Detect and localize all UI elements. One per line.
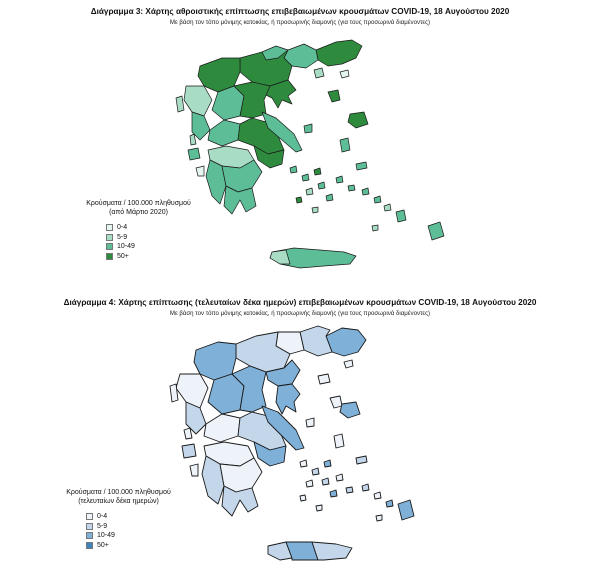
island-kefalonia — [188, 148, 200, 160]
legend-item — [86, 512, 181, 522]
island-chios — [340, 138, 350, 152]
legend-label: 10-49 — [97, 532, 115, 540]
islands-cyclades — [290, 166, 355, 213]
legend-subtitle: (τελευταίων δέκα ημερών) — [78, 498, 159, 505]
legend-swatch — [86, 542, 93, 549]
region-central-greece-west — [208, 120, 240, 146]
island-samos — [356, 456, 367, 464]
recent-incidence-map-panel — [0, 290, 600, 585]
island-skyros — [306, 418, 314, 427]
legend-title: Κρούσματα / 100.000 πληθυσμού — [86, 200, 191, 207]
legend-item — [106, 252, 201, 262]
island-lefkada — [184, 428, 192, 439]
map-legend — [56, 488, 181, 550]
region-thrace-east — [316, 40, 362, 66]
legend-title: Κρούσματα / 100.000 πληθυσμού — [66, 489, 171, 496]
map-title: Διάγραμμα 4: Χάρτης επίπτωσης (τελευταίων δέκα ημερών) επιβεβαιωμένων κρουσμάτων COVID-19, 18 Αυγούστου 2020 — [63, 298, 537, 307]
island-corfu — [176, 96, 184, 112]
island-lefkada — [190, 134, 196, 145]
legend-label: 50+ — [97, 541, 109, 549]
island-zakynthos — [196, 166, 204, 176]
legend-item — [106, 242, 201, 252]
legend-item — [86, 522, 181, 532]
legend-swatch — [86, 513, 93, 520]
region-chalkidiki — [276, 384, 300, 414]
legend-item — [86, 531, 181, 541]
map-legend — [76, 199, 201, 261]
region-central-greece-west — [204, 414, 240, 442]
island-limnos — [328, 90, 340, 102]
map-title: Διάγραμμα 3: Χάρτης αθροιστικής επίπτωσης επιβεβαιωμένων κρουσμάτων COVID-19, 18 Αυγούστου 2020 — [90, 7, 510, 16]
island-limnos — [330, 396, 342, 408]
region-thrace-central — [300, 326, 332, 356]
legend-item — [86, 541, 181, 551]
region-epirus-north — [184, 86, 212, 116]
region-epirus-north — [176, 374, 208, 408]
legend-swatch — [86, 523, 93, 530]
islands-cyclades — [300, 460, 353, 511]
legend-swatch — [86, 532, 93, 539]
island-samothraki — [340, 70, 349, 78]
map-subtitle: Με βάση τον τόπο μόνιμης κατοικίας, ή προσωρινής διαμονής (για τους προσωρινά διαμένοντες) — [169, 19, 431, 26]
island-lesvos — [348, 112, 368, 128]
cumulative-incidence-map-panel — [0, 0, 600, 290]
legend-label: 0-4 — [117, 224, 128, 232]
island-thasos — [318, 374, 330, 384]
island-thasos — [314, 68, 324, 78]
legend-subtitle: (από Μάρτιο 2020) — [109, 209, 168, 216]
legend-label: 50+ — [117, 252, 129, 260]
legend-item — [106, 223, 201, 233]
legend-swatch — [106, 253, 113, 260]
islands-dodecanese — [362, 188, 444, 240]
legend-swatch — [106, 224, 113, 231]
legend-item — [106, 233, 201, 243]
island-skyros — [304, 124, 312, 133]
region-crete-east — [312, 542, 352, 560]
island-chios — [334, 434, 344, 448]
legend-swatch — [106, 243, 113, 250]
legend-label: 10-49 — [117, 243, 135, 251]
island-zakynthos — [190, 464, 198, 476]
islands-dodecanese — [362, 484, 414, 521]
legend-label: 5-9 — [97, 522, 108, 530]
island-samothraki — [344, 360, 353, 368]
island-lesvos — [340, 402, 360, 418]
island-kefalonia — [182, 444, 196, 458]
legend-swatch — [106, 234, 113, 241]
legend-label: 5-9 — [117, 233, 128, 241]
legend-label: 0-4 — [97, 513, 108, 521]
island-samos — [356, 162, 367, 170]
map-subtitle: Με βάση τον τόπο μόνιμης κατοικίας, ή προσωρινής διαμονής (για τους προσωρινά διαμένοντες) — [169, 310, 431, 317]
